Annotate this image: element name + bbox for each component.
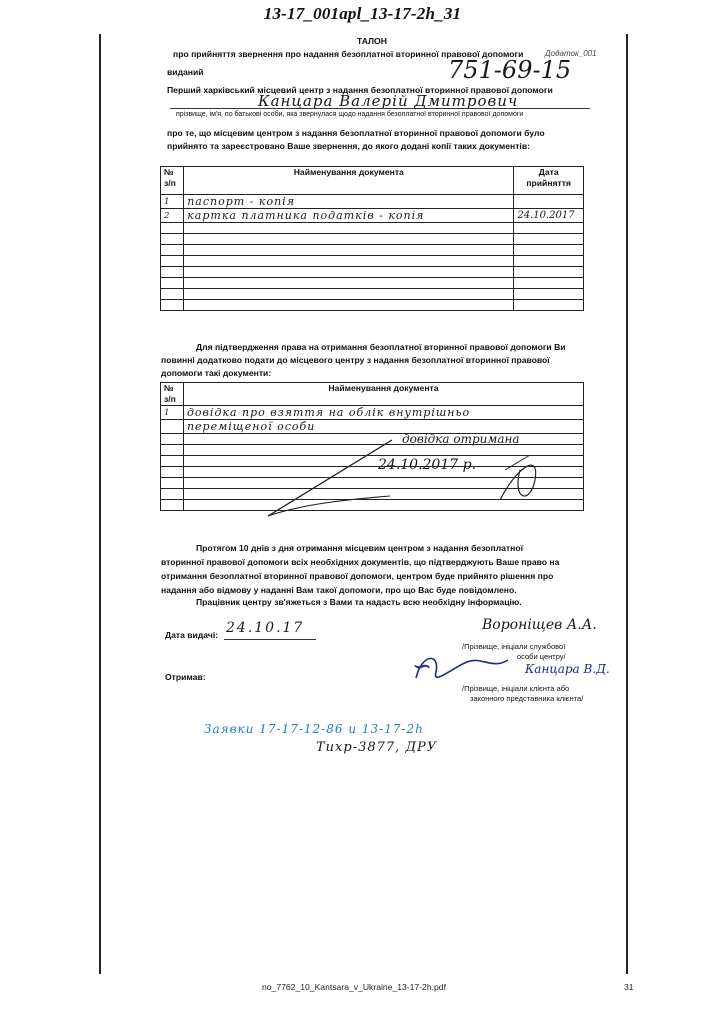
client-signature-stroke [412, 648, 522, 688]
issue-date: 24.10.17 [226, 620, 305, 636]
table-row [161, 500, 584, 511]
table-row [161, 195, 584, 209]
row-no: 2 [161, 209, 184, 223]
table-row [161, 256, 584, 267]
col-no-header: № з/п [161, 383, 184, 406]
table-row [161, 209, 584, 223]
issue-date-label: Дата видачі: [165, 630, 219, 640]
table-row [161, 420, 584, 434]
form-title: ТАЛОН [357, 36, 387, 46]
blue-annotation: Заявки 17-17-12-86 и 13-17-2h [204, 722, 424, 736]
footer-page-number: 31 [624, 982, 634, 992]
row-date [514, 195, 584, 209]
intro-line-1: про те, що місцевим центром з надання безоплатної вторинної правової допомоги було [167, 128, 545, 138]
applicant-underline [170, 108, 590, 109]
para2-line-3: допомоги такі документи: [161, 368, 272, 378]
required-documents-table [160, 382, 584, 511]
row-name: довідка про взяття на облік внутрішньо [183, 406, 583, 420]
table-row [161, 267, 584, 278]
page-header: 13-17_001apl_13-17-2h_31 [263, 4, 462, 23]
applicant-name: Канцара Валерій Дмитрович [258, 92, 519, 110]
client-signature: ∽ [412, 652, 433, 680]
certificate-note-date: 24.10.2017 р. [378, 457, 477, 473]
para3-line-3: отримання безоплатної вторинної правової допомоги, центром буде прийнято рішення про [161, 571, 554, 581]
right-page-border [626, 34, 628, 974]
table-row [161, 234, 584, 245]
certificate-note: довідка отримана [402, 432, 520, 446]
table-row [161, 300, 584, 311]
client-name: Канцара В.Д. [525, 662, 610, 676]
form-subtitle: про прийняття звернення про надання безоплатної вторинної правової допомоги [173, 49, 524, 59]
para3-line-5: Працівник центру зв'яжеться з Вами та надасть всю необхідну інформацію. [196, 597, 522, 607]
col-name-header: Найменування документа [184, 167, 514, 195]
row-no [161, 420, 184, 434]
intro-line-2: прийнято та зареєстровано Ваше звернення, до якого додані копії таких документів: [167, 141, 530, 151]
row-name: переміщеної особи [183, 420, 583, 434]
table-row [161, 223, 584, 234]
received-label: Отримав: [165, 672, 206, 682]
official-caption-1: /Прізвище, ініціали службової [462, 642, 566, 651]
table-row [161, 278, 584, 289]
row-name: паспорт - копія [184, 195, 514, 209]
applicant-caption: прізвище, ім'я, по батькові особи, яка звернулася щодо надання безоплатної вторинної правової допомоги [176, 111, 524, 118]
center-name: Перший харківський місцевий центр з надання безоплатної вторинної правової допомоги [167, 85, 553, 95]
table-row [161, 445, 584, 456]
para3-line-4: надання або відмову у наданні Вам такої допомоги, про що Вас буде повідомлено. [161, 585, 517, 595]
table-row [161, 406, 584, 420]
table-row [161, 467, 584, 478]
official-caption-2: особи центру/ [517, 652, 566, 661]
row-no: 1 [161, 195, 184, 209]
issued-label: виданий [167, 67, 204, 77]
row-name: картка платника податків - копія [184, 209, 514, 223]
table-row [161, 434, 584, 445]
left-page-border [99, 34, 101, 974]
issue-date-underline [224, 639, 316, 640]
para3-line-1: Протягом 10 днів з дня отримання місцевим центром з надання безоплатної [196, 543, 523, 553]
client-caption-1: /Прізвище, ініціали клієнта або [462, 684, 570, 693]
table-row [161, 456, 584, 467]
col-name-header: Найменування документа [183, 383, 583, 406]
client-caption-2: законного представника клієнта/ [470, 694, 584, 703]
row-date: 24.10.2017 [514, 209, 584, 223]
official-name: Вороніщев А.А. [482, 617, 597, 633]
footer-filename: no_7762_10_Kantsara_v_Ukraine_13-17-2h.pdf [262, 982, 446, 992]
row-no: 1 [161, 406, 184, 420]
stamp-ref: Додаток_001 [545, 49, 597, 58]
table-row [161, 289, 584, 300]
dark-annotation: Тихр-3877, ДРУ [316, 740, 438, 755]
para2-line-1: Для підтвердження права на отримання безоплатної вторинної правової допомоги Ви [196, 342, 566, 352]
table-row [161, 489, 584, 500]
col-date-header: Дата прийняття [514, 167, 584, 195]
registration-number: 751-69-15 [448, 56, 572, 84]
para3-line-2: вторинної правової допомоги всіх необхідних документів, що підтверджують Ваше право на [161, 557, 560, 567]
documents-table [160, 166, 584, 311]
table-row [161, 478, 584, 489]
table-row [161, 245, 584, 256]
col-no-header: № з/п [161, 167, 184, 195]
para2-line-2: повинні додатково подати до місцевого центру з надання безоплатної вторинної правової [161, 355, 550, 365]
